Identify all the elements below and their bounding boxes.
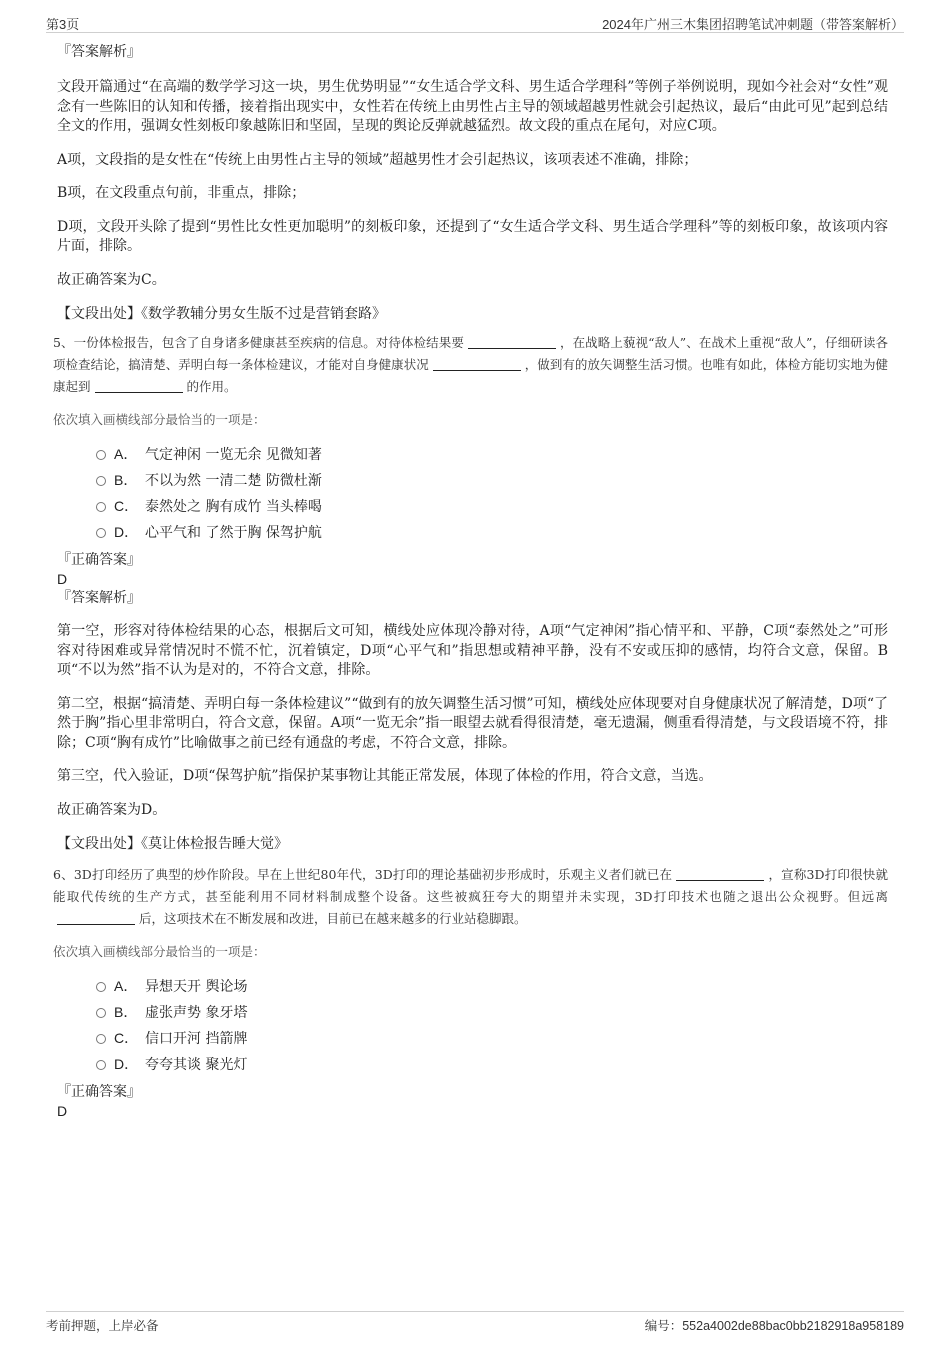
q5-blank-3	[95, 378, 183, 393]
q5-stem-part1: 5、一份体检报告，包含了自身诸多健康甚至疾病的信息。对待体检结果要	[53, 335, 464, 350]
q5-option-a[interactable]	[57, 442, 888, 468]
q6-answer-label: 『正确答案』	[57, 1084, 141, 1100]
q6-option-c[interactable]	[57, 1026, 888, 1052]
radio-icon[interactable]	[96, 1008, 106, 1018]
q5-source: 【文段出处】《莫让体检报告睡大觉》	[57, 836, 288, 852]
radio-icon[interactable]	[96, 1060, 106, 1070]
radio-icon[interactable]	[96, 1034, 106, 1044]
q5-option-c[interactable]	[57, 494, 888, 520]
q5-prompt: 依次填入画横线部分最恰当的一项是：	[53, 412, 266, 427]
q4-analysis-p4: D项，文段开头除了提到“男性比女性更加聪明”的刻板印象，还提到了“女生适合学文科、男生适合学理科”等的刻板印象，故该项内容片面，排除。	[57, 218, 888, 254]
q4-source: 【文段出处】《数学教辅分男女生版不过是营销套路》	[57, 306, 386, 322]
option-letter: A．	[114, 978, 138, 994]
q6-stem-part3: 后，这项技术在不断发展和改进，目前已在越来越多的行业站稳脚跟。	[139, 911, 527, 926]
q6-prompt: 依次填入画横线部分最恰当的一项是：	[53, 944, 266, 959]
q6-option-a[interactable]	[57, 974, 888, 1000]
q5-answer: D	[57, 571, 68, 587]
q4-analysis-label: 『答案解析』	[57, 44, 141, 60]
q5-blank-2	[433, 356, 521, 371]
radio-icon[interactable]	[96, 450, 106, 460]
option-letter: B．	[114, 1004, 138, 1020]
option-text: 气定神闲 一览无余 见微知著	[145, 447, 322, 463]
q5-options	[57, 442, 888, 546]
code-label: 编号：	[644, 1318, 683, 1333]
option-text: 不以为然 一清二楚 防微杜渐	[145, 473, 322, 489]
page-content	[53, 42, 889, 1120]
code-value: 552a4002de88bac0bb2182918a958189	[682, 1319, 904, 1333]
radio-icon[interactable]	[96, 476, 106, 486]
option-text: 虚张声势 象牙塔	[145, 1005, 248, 1021]
q5-option-d[interactable]	[57, 520, 888, 546]
document-title: 2024年广州三木集团招聘笔试冲刺题（带答案解析）	[602, 17, 904, 32]
option-letter: D．	[114, 1056, 139, 1072]
q5-analysis-p2: 第二空，根据“搞清楚、弄明白每一条体检建议”“做到有的放矢调整生活习惯”可知，横线处应体现要对自身健康状况了解清楚，D项“了然于胸”指心里非常明白，符合文意，保留。A项“一览无余”指一眼望去就看得很清楚，毫无遗漏，侧重看得清楚，与文段语境不符，排除；C项“胸有成竹”比喻做事之前已经有通盘的考虑，不符合文意，排除。	[57, 695, 889, 751]
radio-icon[interactable]	[96, 502, 106, 512]
q4-analysis-p3: B项，在文段重点句前，非重点，排除；	[57, 185, 306, 201]
q6-options	[57, 974, 888, 1078]
q6-stem	[53, 864, 888, 930]
option-text: 心平气和 了然于胸 保驾护航	[145, 525, 322, 541]
q5-conclusion: 故正确答案为D。	[57, 801, 167, 818]
page-number: 第3页	[46, 17, 80, 32]
option-text: 夸夸其谈 聚光灯	[145, 1057, 248, 1073]
option-letter: B．	[114, 472, 138, 488]
option-letter: D．	[114, 524, 139, 540]
q6-blank-2	[57, 910, 135, 925]
q5-analysis-p3: 第三空，代入验证，D项“保驾护航”指保护某事物让其能正常发展，体现了体检的作用，符合文意，当选。	[57, 768, 713, 784]
option-text: 异想天开 舆论场	[145, 979, 248, 995]
option-text: 信口开河 挡箭牌	[145, 1031, 248, 1047]
option-letter: C．	[114, 498, 139, 514]
page-header	[46, 12, 904, 33]
q4-conclusion: 故正确答案为C。	[57, 271, 166, 288]
page-footer	[46, 1311, 904, 1336]
option-letter: C．	[114, 1030, 139, 1046]
option-text: 泰然处之 胸有成竹 当头棒喝	[145, 499, 322, 515]
q5-stem	[53, 332, 888, 398]
q5-blank-1	[468, 334, 556, 349]
q6-option-b[interactable]	[57, 1000, 888, 1026]
q5-option-b[interactable]	[57, 468, 888, 494]
q6-option-d[interactable]	[57, 1052, 888, 1078]
q6-stem-part1: 6、3D打印经历了典型的炒作阶段。早在上世纪80年代，3D打印的理论基础初步形成时，乐观主义者们就已在	[53, 867, 673, 882]
q5-stem-part4: 的作用。	[186, 379, 237, 394]
q6-answer: D	[57, 1103, 68, 1119]
document-code	[645, 1316, 904, 1334]
q5-stem-part3: ，做到有的放矢调整生活习惯。也唯有如此，体检方能切实地为健康起到	[53, 357, 888, 394]
q4-analysis-p1: 文段开篇通过“在高端的数学学习这一块，男生优势明显”“女生适合学文科、男生适合学理科”等例子举例说明，现如今社会对“女性”观念有一些陈旧的认知和传播，接着指出现实中，女性若在传统上由男性占主导的领域超越男性就会引起热议，最后“由此可见”起到总结全文的作用，强调女性刻板印象越陈旧和坚固，呈现的舆论反弹就越猛烈。故文段的重点在尾句，对应C项。	[57, 79, 888, 134]
q6-blank-1	[676, 866, 764, 881]
q5-analysis-label: 『答案解析』	[57, 590, 141, 606]
radio-icon[interactable]	[96, 528, 106, 538]
q5-analysis-p1: 第一空，形容对待体检结果的心态，根据后文可知，横线处应体现冷静对待，A项“气定神闲”指心情平和、平静，C项“泰然处之”可形容对待困难或异常情况时不慌不忙，沉着镇定，D项“心平气和”指思想或精神平静，没有不安或压抑的感情，均符合文意，保留。B项“不以为然”指不认为是对的，不符合文意，排除。	[57, 623, 888, 678]
q6-stem-part2: ，宣称3D打印很快就能取代传统的生产方式，甚至能利用不同材料制成整个设备。这些被疯狂夸大的期望并未实现，3D打印技术也随之退出公众视野。但远离	[53, 867, 888, 904]
option-letter: A．	[114, 446, 138, 462]
q5-answer-label: 『正确答案』	[57, 552, 141, 568]
radio-icon[interactable]	[96, 982, 106, 992]
q5-stem-part2: ，在战略上藐视“敌人”、在战术上重视“敌人”，仔细研读各项检查结论，搞清楚、弄明白每一条体检建议，才能对自身健康状况	[53, 335, 888, 372]
q4-analysis-p2: A项，文段指的是女性在“传统上由男性占主导的领域”超越男性才会引起热议，该项表述不准确，排除；	[57, 151, 698, 168]
footer-slogan: 考前押题，上岸必备	[46, 1318, 159, 1333]
